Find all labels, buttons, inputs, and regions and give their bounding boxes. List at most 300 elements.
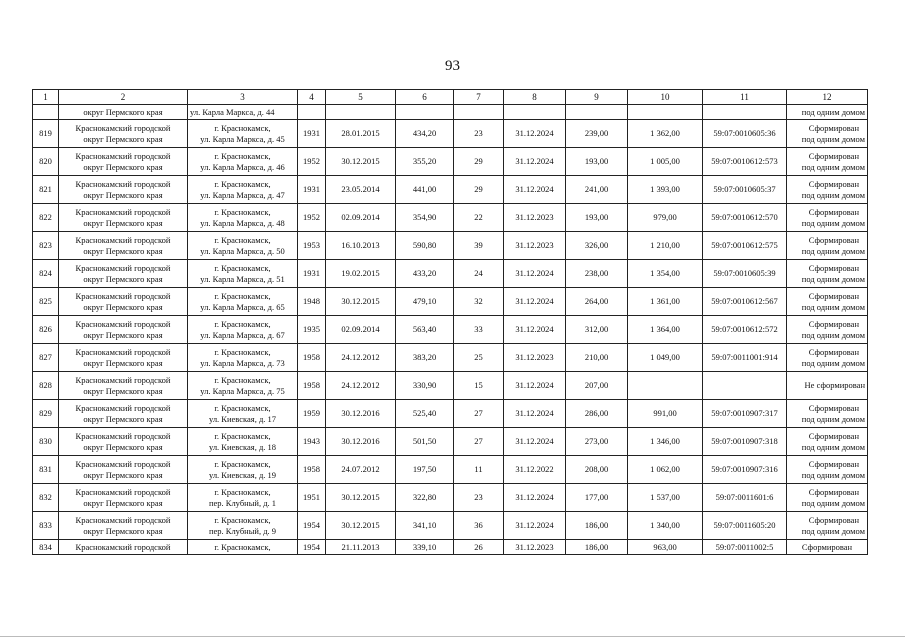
table-row (33, 512, 868, 540)
cell-year: 1959 (298, 400, 326, 428)
cell-col10: 979,00 (628, 204, 703, 232)
address-line-2: пер. Клубный, д. 1 (208, 497, 277, 508)
table-row-partial (33, 540, 868, 555)
cell-area: 441,00 (396, 176, 454, 204)
col-header-2: 2 (59, 90, 188, 105)
cell-cadastral: 59:07:0010605:39 (703, 260, 787, 288)
cell-col9: 238,00 (566, 260, 628, 288)
cell-status (787, 232, 868, 260)
cell-status (787, 148, 868, 176)
cell-number: 824 (33, 260, 59, 288)
cell-cadastral: 59:07:0010605:36 (703, 120, 787, 148)
cell-col10: 1 005,00 (628, 148, 703, 176)
cell-date: 30.12.2015 (326, 148, 396, 176)
district-line-2: округ Пермского края (83, 469, 163, 480)
cell-address (188, 176, 298, 204)
table-row (33, 400, 868, 428)
status-line-1: Сформирован (808, 206, 859, 217)
cell-due: 31.12.2023 (504, 232, 566, 260)
cell-number: 825 (33, 288, 59, 316)
col-header-8: 8 (504, 90, 566, 105)
cell-status: Не сформирован (787, 372, 868, 400)
cell-address (188, 456, 298, 484)
cell-col7: 25 (454, 344, 504, 372)
address-line-2: ул. Карла Маркса, д. 48 (200, 217, 285, 228)
col-header-6: 6 (396, 90, 454, 105)
table-row (33, 260, 868, 288)
cell-col9: 193,00 (566, 148, 628, 176)
district-line-2: округ Пермского края (83, 245, 163, 256)
cell-col7: 27 (454, 428, 504, 456)
cell-due: 31.12.2024 (504, 120, 566, 148)
status-line-2: под одним домом (801, 329, 865, 340)
table-row (33, 428, 868, 456)
cell-cadastral: 59:07:0011605:20 (703, 512, 787, 540)
cell-number: 821 (33, 176, 59, 204)
cell-number: 827 (33, 344, 59, 372)
cell-number: 831 (33, 456, 59, 484)
cell-area (396, 105, 454, 120)
cell-year: 1954 (298, 512, 326, 540)
cell-col7 (454, 105, 504, 120)
status-line-1: Сформирован (808, 122, 859, 133)
status-line-1: Сформирован (808, 150, 859, 161)
table-row (33, 176, 868, 204)
cell-col7: 26 (454, 540, 504, 555)
cell-due (504, 105, 566, 120)
table-row (33, 120, 868, 148)
cell-due: 31.12.2024 (504, 484, 566, 512)
address-line-2: ул. Карла Маркса, д. 46 (200, 161, 285, 172)
address-line-1: г. Краснокамск, (214, 178, 271, 189)
cell-due: 31.12.2024 (504, 288, 566, 316)
col-header-7: 7 (454, 90, 504, 105)
cell-date: 02.09.2014 (326, 316, 396, 344)
cell-address (188, 344, 298, 372)
cell-date: 30.12.2016 (326, 428, 396, 456)
cell-col9 (566, 105, 628, 120)
cell-area: 563,40 (396, 316, 454, 344)
cell-address (188, 260, 298, 288)
cell-col9: 286,00 (566, 400, 628, 428)
address-line-2: ул. Карла Маркса, д. 45 (200, 133, 285, 144)
cell-district (59, 232, 188, 260)
cell-address (188, 120, 298, 148)
table-row (33, 232, 868, 260)
status-line-1: Сформирован (808, 318, 859, 329)
col-header-12: 12 (787, 90, 868, 105)
cell-district (59, 456, 188, 484)
cell-district (59, 260, 188, 288)
cell-cadastral: 59:07:0011601:6 (703, 484, 787, 512)
cell-date: 21.11.2013 (326, 540, 396, 555)
cell-address (188, 400, 298, 428)
col-header-11: 11 (703, 90, 787, 105)
cell-status (787, 176, 868, 204)
address-line-2: ул. Карла Маркса, д. 65 (200, 301, 285, 312)
status-line-2: под одним домом (801, 357, 865, 368)
cell-year: 1951 (298, 484, 326, 512)
cell-district (59, 148, 188, 176)
status-line-1: Сформирован (808, 234, 859, 245)
cell-col7: 11 (454, 456, 504, 484)
district-line-1: Краснокамский городской (75, 486, 171, 497)
cell-district (59, 288, 188, 316)
address-line-2: ул. Карла Маркса, д. 73 (200, 357, 285, 368)
cell-number: 833 (33, 512, 59, 540)
cell-date: 24.12.2012 (326, 372, 396, 400)
cell-date (326, 105, 396, 120)
address-line-1: г. Краснокамск, (214, 290, 271, 301)
col-header-5: 5 (326, 90, 396, 105)
cell-due: 31.12.2023 (504, 204, 566, 232)
cell-number: 823 (33, 232, 59, 260)
status-line-2: под одним домом (801, 497, 865, 508)
cell-col7: 32 (454, 288, 504, 316)
cell-col9: 207,00 (566, 372, 628, 400)
cell-year: 1958 (298, 456, 326, 484)
cell-district (59, 512, 188, 540)
address-line-2: пер. Клубный, д. 9 (208, 525, 277, 536)
cell-address (188, 484, 298, 512)
cell-year: 1954 (298, 540, 326, 555)
address-line-1: г. Краснокамск, (214, 374, 271, 385)
address-line-2: ул. Карла Маркса, д. 50 (200, 245, 285, 256)
district-line-1: Краснокамский городской (75, 430, 171, 441)
address-line-2: ул. Киевская, д. 18 (208, 441, 277, 452)
cell-cadastral: 59:07:0011002:5 (703, 540, 787, 555)
address-line-2: ул. Карла Маркса, д. 51 (200, 273, 285, 284)
cell-col10: 1 361,00 (628, 288, 703, 316)
address-line-1: г. Краснокамск, (214, 346, 271, 357)
table-row (33, 288, 868, 316)
district-line-1: Краснокамский городской (75, 458, 171, 469)
status-line-1: Сформирован (808, 402, 859, 413)
cell-area: 355,20 (396, 148, 454, 176)
district-line-1: Краснокамский городской (75, 206, 171, 217)
cell-year: 1943 (298, 428, 326, 456)
cell-due: 31.12.2024 (504, 316, 566, 344)
table-row (33, 204, 868, 232)
cell-status (787, 204, 868, 232)
cell-area: 330,90 (396, 372, 454, 400)
cell-col9: 273,00 (566, 428, 628, 456)
cell-area: 590,80 (396, 232, 454, 260)
status-line-1: Сформирован (808, 430, 859, 441)
status-line-1: Сформирован (808, 346, 859, 357)
cell-number (33, 105, 59, 120)
address-line-2: ул. Карла Маркса, д. 67 (200, 329, 285, 340)
register-table-container (32, 89, 867, 555)
district-line-1: Краснокамский городской (75, 346, 171, 357)
cell-year: 1931 (298, 176, 326, 204)
cell-col10: 991,00 (628, 400, 703, 428)
cell-col9: 312,00 (566, 316, 628, 344)
table-row (33, 372, 868, 400)
district-line-1: Краснокамский городской (75, 122, 171, 133)
cell-cadastral: 59:07:0011001:914 (703, 344, 787, 372)
cell-district (59, 344, 188, 372)
cell-col7: 15 (454, 372, 504, 400)
status-line-1: Сформирован (808, 178, 859, 189)
cell-number: 832 (33, 484, 59, 512)
cell-date: 16.10.2013 (326, 232, 396, 260)
cell-number: 820 (33, 148, 59, 176)
address-line-1: г. Краснокамск, (214, 234, 271, 245)
cell-district (59, 120, 188, 148)
cell-address (188, 372, 298, 400)
cell-address (188, 316, 298, 344)
cell-year: 1952 (298, 148, 326, 176)
status-line-2: под одним домом (801, 441, 865, 452)
register-table (32, 89, 868, 555)
status-line-1: Сформирован (808, 486, 859, 497)
cell-col7: 36 (454, 512, 504, 540)
cell-col10 (628, 372, 703, 400)
cell-col7: 29 (454, 176, 504, 204)
cell-due: 31.12.2024 (504, 372, 566, 400)
cell-cadastral: 59:07:0010612:575 (703, 232, 787, 260)
status-line-2: под одним домом (801, 217, 865, 228)
cell-col9: 239,00 (566, 120, 628, 148)
address-line-1: г. Краснокамск, (214, 486, 271, 497)
cell-due: 31.12.2024 (504, 428, 566, 456)
cell-col9: 193,00 (566, 204, 628, 232)
cell-number: 830 (33, 428, 59, 456)
district-line-2: округ Пермского края (83, 385, 163, 396)
cell-col7: 23 (454, 484, 504, 512)
cell-district (59, 372, 188, 400)
cell-year (298, 105, 326, 120)
table-row (33, 148, 868, 176)
col-header-4: 4 (298, 90, 326, 105)
cell-address (188, 232, 298, 260)
cell-address (188, 512, 298, 540)
address-line-1: г. Краснокамск, (214, 430, 271, 441)
cell-col7: 29 (454, 148, 504, 176)
cell-year: 1935 (298, 316, 326, 344)
cell-address (188, 148, 298, 176)
cell-date: 02.09.2014 (326, 204, 396, 232)
cell-number: 822 (33, 204, 59, 232)
cell-date: 28.01.2015 (326, 120, 396, 148)
cell-col10: 1 340,00 (628, 512, 703, 540)
cell-cadastral: 59:07:0010907:317 (703, 400, 787, 428)
address-line-2: ул. Киевская, д. 17 (208, 413, 277, 424)
cell-col10: 1 062,00 (628, 456, 703, 484)
district-line-2: округ Пермского края (83, 273, 163, 284)
cell-col9: 186,00 (566, 512, 628, 540)
status-line-2: под одним домом (801, 273, 865, 284)
address-line-1: г. Краснокамск, (214, 458, 271, 469)
cell-district (59, 428, 188, 456)
cell-col10: 1 362,00 (628, 120, 703, 148)
col-header-9: 9 (566, 90, 628, 105)
cell-address: ул. Карла Маркса, д. 44 (188, 105, 298, 120)
cell-col10: 1 049,00 (628, 344, 703, 372)
cell-area: 341,10 (396, 512, 454, 540)
cell-due: 31.12.2024 (504, 512, 566, 540)
cell-date: 30.12.2015 (326, 484, 396, 512)
address-line-1: г. Краснокамск, (214, 514, 271, 525)
cell-area: 354,90 (396, 204, 454, 232)
cell-col7: 23 (454, 120, 504, 148)
cell-date: 24.07.2012 (326, 456, 396, 484)
status-line-2: под одним домом (801, 413, 865, 424)
cell-col7: 33 (454, 316, 504, 344)
cell-area: 197,50 (396, 456, 454, 484)
col-header-10: 10 (628, 90, 703, 105)
cell-area: 479,10 (396, 288, 454, 316)
cell-year: 1931 (298, 120, 326, 148)
cell-cadastral: 59:07:0010612:573 (703, 148, 787, 176)
address-line-2: ул. Киевская, д. 19 (208, 469, 277, 480)
district-line-2: округ Пермского края (83, 301, 163, 312)
district-line-2: округ Пермского края (83, 441, 163, 452)
cell-date: 19.02.2015 (326, 260, 396, 288)
cell-area: 501,50 (396, 428, 454, 456)
cell-col9: 326,00 (566, 232, 628, 260)
cell-col9: 210,00 (566, 344, 628, 372)
status-line-2: под одним домом (801, 245, 865, 256)
address-line-1: г. Краснокамск, (214, 206, 271, 217)
status-line-1: Сформирован (808, 458, 859, 469)
cell-status (787, 428, 868, 456)
address-line-1: г. Краснокамск, (214, 318, 271, 329)
header-row (33, 90, 868, 105)
cell-area: 339,10 (396, 540, 454, 555)
cell-year: 1958 (298, 344, 326, 372)
continuation-row (33, 105, 868, 120)
cell-col9: 208,00 (566, 456, 628, 484)
cell-date: 30.12.2015 (326, 512, 396, 540)
district-line-2: округ Пермского края (83, 189, 163, 200)
cell-status (787, 484, 868, 512)
cell-col10: 1 346,00 (628, 428, 703, 456)
cell-cadastral: 59:07:0010612:570 (703, 204, 787, 232)
cell-col10: 1 210,00 (628, 232, 703, 260)
address-line-2: ул. Карла Маркса, д. 75 (200, 385, 285, 396)
address-line-1: г. Краснокамск, (214, 150, 271, 161)
cell-area: 322,80 (396, 484, 454, 512)
cell-number: 828 (33, 372, 59, 400)
cell-status (787, 400, 868, 428)
cell-col7: 27 (454, 400, 504, 428)
district-line-2: округ Пермского края (83, 161, 163, 172)
district-line-2: округ Пермского края (83, 133, 163, 144)
cell-district: Краснокамский городской (59, 540, 188, 555)
cell-district (59, 400, 188, 428)
cell-cadastral: 59:07:0010605:37 (703, 176, 787, 204)
cell-cadastral (703, 372, 787, 400)
address-line-1: г. Краснокамск, (214, 402, 271, 413)
district-line-1: Краснокамский городской (75, 150, 171, 161)
status-line-2: под одним домом (801, 301, 865, 312)
cell-col10 (628, 105, 703, 120)
cell-district (59, 484, 188, 512)
district-line-2: округ Пермского края (83, 413, 163, 424)
cell-col7: 24 (454, 260, 504, 288)
cell-due: 31.12.2023 (504, 344, 566, 372)
cell-due: 31.12.2022 (504, 456, 566, 484)
cell-year: 1952 (298, 204, 326, 232)
cell-year: 1958 (298, 372, 326, 400)
table-row (33, 484, 868, 512)
cell-date: 24.12.2012 (326, 344, 396, 372)
cell-cadastral: 59:07:0010907:318 (703, 428, 787, 456)
district-line-2: округ Пермского края (83, 525, 163, 536)
cell-cadastral: 59:07:0010612:572 (703, 316, 787, 344)
cell-status (787, 512, 868, 540)
cell-date: 30.12.2016 (326, 400, 396, 428)
cell-address: г. Краснокамск, (188, 540, 298, 555)
cell-due: 31.12.2023 (504, 540, 566, 555)
cell-number: 834 (33, 540, 59, 555)
district-line-1: Краснокамский городской (75, 318, 171, 329)
cell-district (59, 176, 188, 204)
status-line-2: под одним домом (801, 469, 865, 480)
cell-due: 31.12.2024 (504, 400, 566, 428)
status-line-1: Сформирован (808, 290, 859, 301)
cell-col7: 39 (454, 232, 504, 260)
scan-edge-line (0, 636, 905, 637)
cell-col9: 186,00 (566, 540, 628, 555)
table-row (33, 456, 868, 484)
district-line-1: Краснокамский городской (75, 234, 171, 245)
table-row (33, 344, 868, 372)
cell-year: 1953 (298, 232, 326, 260)
address-line-1: г. Краснокамск, (214, 262, 271, 273)
cell-date: 30.12.2015 (326, 288, 396, 316)
cell-status (787, 120, 868, 148)
cell-col10: 1 393,00 (628, 176, 703, 204)
cell-due: 31.12.2024 (504, 260, 566, 288)
district-line-2: округ Пермского края (83, 217, 163, 228)
district-line-2: округ Пермского края (83, 497, 163, 508)
cell-district (59, 316, 188, 344)
district-line-1: Краснокамский городской (75, 374, 171, 385)
cell-col9: 241,00 (566, 176, 628, 204)
cell-col10: 963,00 (628, 540, 703, 555)
status-line-2: под одним домом (801, 133, 865, 144)
cell-col9: 177,00 (566, 484, 628, 512)
status-line-1: Сформирован (808, 262, 859, 273)
cell-due: 31.12.2024 (504, 176, 566, 204)
cell-cadastral: 59:07:0010612:567 (703, 288, 787, 316)
district-line-1: Краснокамский городской (75, 178, 171, 189)
cell-area: 383,20 (396, 344, 454, 372)
cell-cadastral (703, 105, 787, 120)
cell-cadastral: 59:07:0010907:316 (703, 456, 787, 484)
col-header-1: 1 (33, 90, 59, 105)
cell-area: 434,20 (396, 120, 454, 148)
cell-area: 433,20 (396, 260, 454, 288)
cell-address (188, 204, 298, 232)
page-number: 93 (445, 58, 460, 74)
col-header-3: 3 (188, 90, 298, 105)
address-line-2: ул. Карла Маркса, д. 47 (200, 189, 285, 200)
status-line-2: под одним домом (801, 525, 865, 536)
status-line-2: под одним домом (801, 189, 865, 200)
district-line-1: Краснокамский городской (75, 262, 171, 273)
cell-year: 1948 (298, 288, 326, 316)
cell-area: 525,40 (396, 400, 454, 428)
status-line-1: Сформирован (808, 514, 859, 525)
cell-col10: 1 537,00 (628, 484, 703, 512)
cell-year: 1931 (298, 260, 326, 288)
cell-date: 23.05.2014 (326, 176, 396, 204)
district-line-1: Краснокамский городской (75, 402, 171, 413)
